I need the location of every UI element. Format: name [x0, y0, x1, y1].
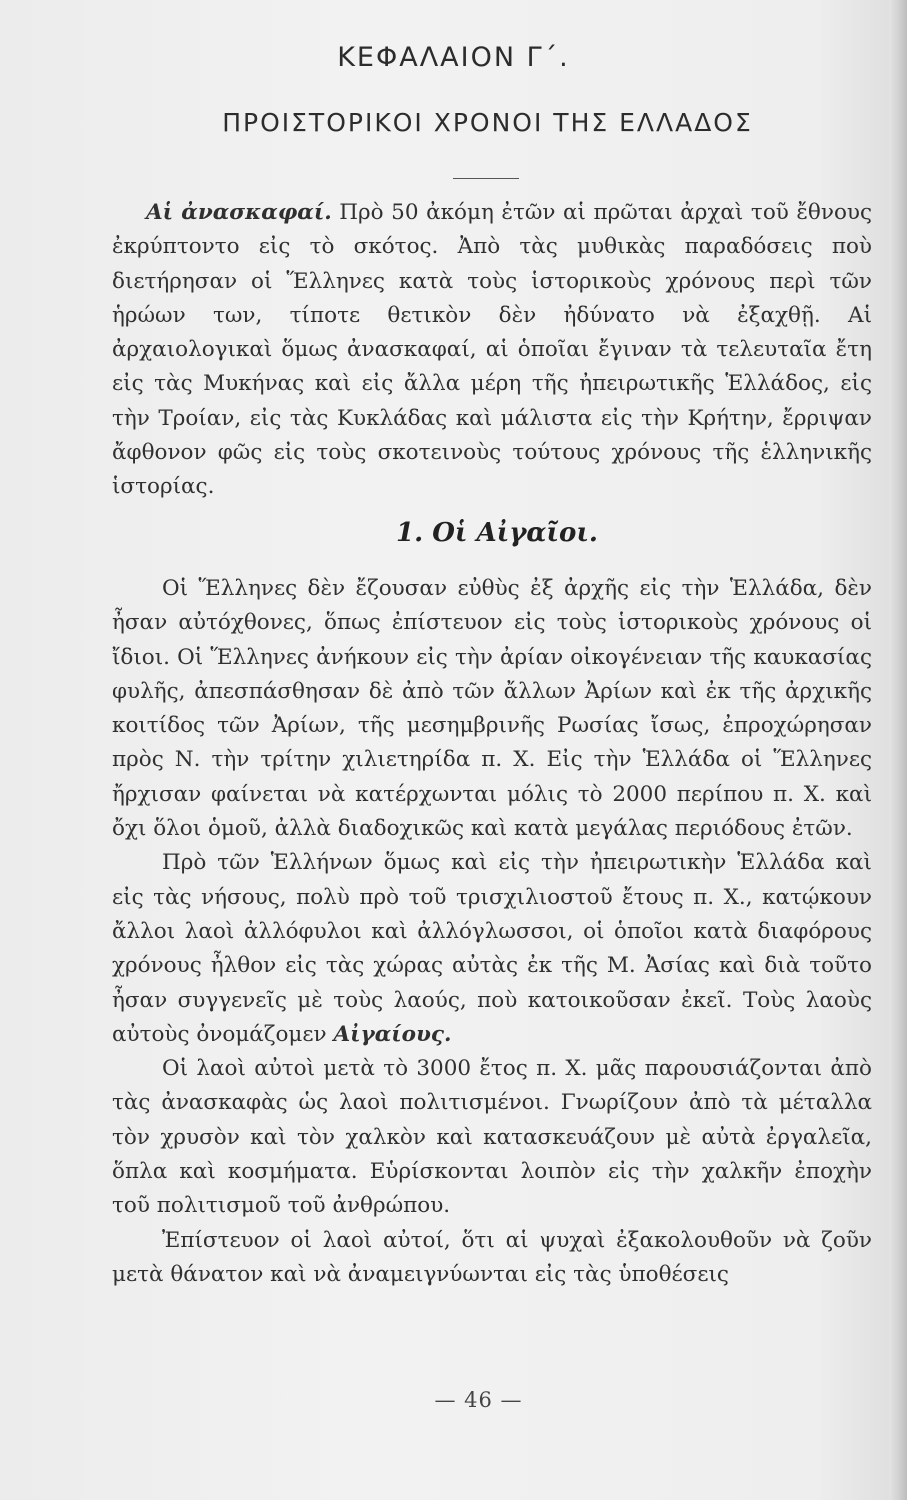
paragraph-2-text: Πρὸ τῶν Ἑλλήνων ὅμως καὶ εἰς τὴν ἠπειρωτικὴν Ἑλλάδα καὶ εἰς τὰς νήσους, πολὺ πρὸ τοῦ τρισχιλιοστοῦ ἔτους π. Χ., κατῴκουν ἄλλοι λαοὶ ἀλλόφυλοι καὶ ἀλλόγλωσσοι, οἱ ὁποῖοι κατὰ διαφόρους χρόνους ἦλθον εἰς τὰς χώρας αὐτὰς ἐκ τῆς Μ. Ἀσίας καὶ διὰ τοῦτο ἦσαν συγγενεῖς μὲ τοὺς λαούς, ποὺ κατοικοῦσαν ἐκεῖ. Τοὺς λαοὺς αὐτοὺς ὀνομάζομεν — [112, 850, 872, 1047]
body-text — [112, 196, 872, 1292]
aegeans-term: Αἰγαίους. — [333, 1021, 452, 1047]
page-edge — [889, 0, 907, 1500]
intro-text: Πρὸ 50 ἀκόμη ἐτῶν αἱ πρῶται ἀρχαὶ τοῦ ἔθνους ἐκρύπτοντο εἰς τὸ σκότος. Ἀπὸ τὰς μυθικὰς παραδόσεις ποὺ διετήρησαν οἱ Ἕλληνες κατὰ τοὺς ἱστορικοὺς χρόνους περὶ τῶν ἡρώων των, τίποτε θετικὸν δὲν ἠδύνατο νὰ ἐξαχθῇ. Αἱ ἀρχαιολογικαὶ ὅμως ἀνασκαφαί, αἱ ὁποῖαι ἔγιναν τὰ τελευταῖα ἔτη εἰς τὰς Μυκήνας καὶ εἰς ἄλλα μέρη τῆς ἠπειρωτικῆς Ἑλλάδος, εἰς τὴν Τροίαν, εἰς τὰς Κυκλάδας καὶ μάλιστα εἰς τὴν Κρήτην, ἔρριψαν ἄφθονον φῶς εἰς τοὺς σκοτεινοὺς τούτους χρόνους τῆς ἑλληνικῆς ἱστορίας. — [112, 200, 873, 500]
paragraph-2 — [112, 846, 872, 1052]
intro-paragraph — [112, 196, 872, 505]
paragraph-1: Οἱ Ἕλληνες δὲν ἔζουσαν εὐθὺς ἐξ ἀρχῆς εἰς τὴν Ἑλλάδα, δὲν ἦσαν αὐτόχθονες, ὅπως ἐπίστευον εἰς τοὺς ἱστορικοὺς χρόνους οἱ ἴδιοι. Οἱ Ἕλληνες ἀνήκουν εἰς τὴν ἀρίαν οἰκογένειαν τῆς καυκασίας φυλῆς, ἀπεσπάσθησαν δὲ ἀπὸ τῶν ἄλλων Ἀρίων καὶ ἐκ τῆς ἀρχικῆς κοιτίδος τῶν Ἀρίων, τῆς μεσημβρινῆς Ρωσίας ἴσως, ἐπροχώρησαν πρὸς Ν. τὴν τρίτην χιλιετηρίδα π. Χ. Εἰς τὴν Ἑλλάδα οἱ Ἕλληνες ἤρχισαν φαίνεται νὰ κατέρχωνται μόλις τὸ 2000 περίπου π. Χ. καὶ ὄχι ὅλοι ὁμοῦ, ἀλλὰ διαδοχικῶς καὶ κατὰ μεγάλας περιόδους ἐτῶν. — [112, 575, 872, 842]
paragraph-4: Ἐπίστευον οἱ λαοὶ αὐτοί, ὅτι αἱ ψυχαὶ ἐξακολουθοῦν νὰ ζοῦν μετὰ θάνατον καὶ νὰ ἀναμειγνύωνται εἰς τὰς ὑποθέσεις — [112, 1227, 872, 1287]
section-heading: 1. Οἱ Αἰγαῖοι. — [396, 517, 598, 548]
page-number: — 46 — — [434, 1388, 523, 1412]
intro-lead: Αἱ ἀνασκαφαί. — [146, 200, 332, 225]
chapter-heading: ΚΕΦΑΛΑΙΟΝ Γ΄. — [337, 42, 570, 73]
paragraph-3: Οἱ λαοὶ αὐτοὶ μετὰ τὸ 3000 ἔτος π. Χ. μᾶς παρουσιάζονται ἀπὸ τὰς ἀνασκαφὰς ὡς λαοὶ πολιτισμένοι. Γνωρίζουν ἀπὸ τὰ μέταλλα τὸν χρυσὸν καὶ τὸν χαλκὸν καὶ κατασκευάζουν μὲ αὐτὰ ἐργαλεῖα, ὅπλα καὶ κοσμήματα. Εὑρίσκονται λοιπὸν εἰς τὴν χαλκῆν ἐποχὴν τοῦ πολιτισμοῦ τοῦ ἀνθρώπου. — [112, 1056, 872, 1219]
chapter-title: ΠΡΟΙΣΤΟΡΙΚΟΙ ΧΡΟΝΟΙ ΤΗΣ ΕΛΛΑΔΟΣ — [222, 108, 753, 137]
title-divider — [453, 178, 519, 179]
